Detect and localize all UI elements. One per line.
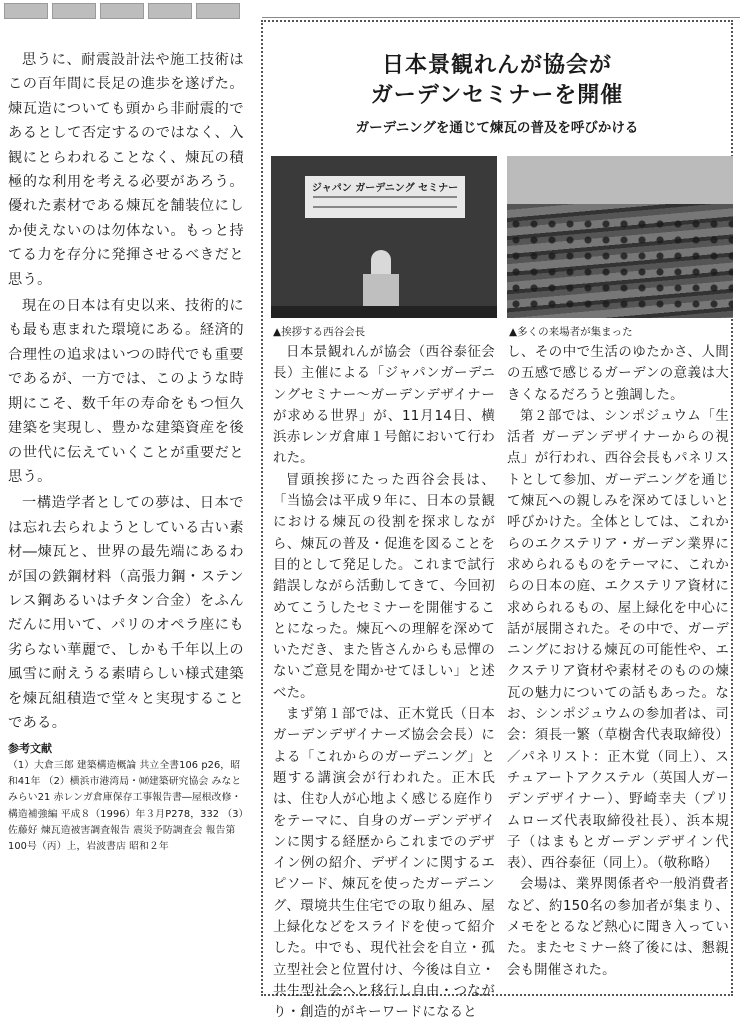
article-paragraph: 日本景観れんが協会（西谷泰征会長）主催による「ジャパンガーデニングセミナー～ガーデンデザイナーが求める世界」が、11月14日、横浜赤レンガ倉庫１号館において行われた。 bbox=[273, 345, 495, 467]
article-paragraph: 第２部では、シンポジュウム「生活者 ガーデンデザイナーからの視点」が行われ、西谷会長もパネリストとして参加、ガーデニングを通じて煉瓦への親しみを深めてほしいと呼びかけた。全体としては、これからのエクステリア・ガーデン業界に求められるものをテーマに、これからの日本の庭、エクステリア資材に求められるもの、屋上緑化を中心に話が展開された。その中で、ガーデニングにおける煉瓦の可能性や、エクステリア資材や素材そのものの煉瓦の魅力についての話もあった。なお、シンポジュウムの参加者は、司会：須長一繁（草樹舎代表取締役）／パネリスト：正木覚（同上）、スチュアートアクステル（英国人ガーデンデザイナー）、野崎幸夫（プリムローズ代表取締役社長）、浜本規子（はまもとガーデンデザイン代表）、西谷泰征（同上）。（敬称略） bbox=[507, 408, 729, 872]
article-paragraph: まず第１部では、正木覚氏（日本ガーデンデザイナーズ協会会長）による「これからのガーデニング」と題する講演会が行われた。正木氏は、住む人が心地よく感じる庭作りをテーマに、自身のガーデンデザインに関する経歴からこれまでのデザイン例の紹介、デザインに関するエピソード、煉瓦を使ったガーデニング、環境共生住宅での取り組み、屋上緑化などをスライドを使って紹介した。中でも、現代社会を自立・孤立型社会と位置付け、今後は自立・共生型社会へと移行し自由・つながり・創造的がキーワードになると bbox=[273, 707, 495, 1021]
speaker-figure bbox=[371, 250, 391, 276]
seminar-banner bbox=[305, 176, 465, 218]
article-title-line1: 日本景観れんが協会が bbox=[381, 53, 612, 78]
article-box bbox=[261, 20, 733, 1021]
article-paragraph: 会場は、業界関係者や一般消費者など、約150名の参加者が集まり、メモをとるなど熱心に聞き入っていた。またセミナー終了後には、懇親会も開催された。 bbox=[507, 877, 729, 978]
photo2-caption: ▲多くの来場者が集まった bbox=[509, 326, 633, 338]
photo-chairman-speech bbox=[271, 156, 497, 318]
article-title-line2: ガーデンセミナーを開催 bbox=[370, 83, 624, 108]
left-column-text bbox=[8, 48, 244, 737]
header-tab-decoration bbox=[52, 3, 96, 19]
banner-line bbox=[313, 196, 457, 198]
article-column-2 bbox=[507, 342, 729, 981]
header-tab-decoration bbox=[100, 3, 144, 19]
article-paragraph: 冒頭挨拶にたった西谷会長は、「当協会は平成９年に、日本の景観における煉瓦の役割を探求しながら、煉瓦の普及・促進を図ることを目的として発足した。これまで試行錯誤しながら活動してきて、今回初めてこうしたセミナーを開催することになった。煉瓦への理解を深めていただき、また皆さんからも忌憚のないご意見を聞かせてほしい」と述べた。 bbox=[273, 472, 495, 701]
header-rule bbox=[262, 17, 740, 18]
hall-back-wall bbox=[507, 156, 733, 204]
references-list: （1）大倉三郎 建築構造概論 共立全書106 p26，昭和41年 （2）横浜市港湾局・㈶建築研究協会 みなとみらい21 赤レンガ倉庫保存工事報告書―屋根改修・構造補強編 平成８（1996）年３月P278，332 （3）佐藤好 煉瓦造被害調査報告 震災予防調査会 報告第100号（丙）上，岩波書店 昭和２年 bbox=[8, 760, 244, 853]
left-paragraph: 現在の日本は有史以来、技術的にも最も恵まれた環境にある。経済的合理性の追求はいつの時代でも重要であるが、一方では、このような時期にこそ、数千年の寿命をもつ恒久建築を実現し、豊かな建築資産を後の世代に伝えていくことが重要だと思う。 bbox=[8, 298, 244, 485]
banner-text: ジャパン ガーデニング セミナー bbox=[311, 183, 459, 194]
left-paragraph: 思うに、耐震設計法や施工技術はこの百年間に長足の進歩を遂げた。煉瓦造についても頭から非耐震的であるとして否定するのではなく、入観にとらわれることなく、煉瓦の積極的な利用を考える必要があろう。優れた素材である煉瓦を舗装位にしか使えないのは勿体ない。もっと持てる力を存分に発揮させるべきだと思う。 bbox=[8, 52, 244, 288]
references-heading: 参考文献 bbox=[8, 742, 52, 755]
header-tab-decoration bbox=[148, 3, 192, 19]
stage bbox=[271, 306, 497, 318]
article-subtitle: ガーデニングを通じて煉瓦の普及を呼びかける bbox=[355, 120, 639, 136]
audience-heads bbox=[507, 216, 733, 316]
banner-line bbox=[313, 206, 457, 208]
photo1-caption: ▲挨拶する西谷会長 bbox=[273, 326, 366, 338]
header-tab-decoration bbox=[4, 3, 48, 19]
article-paragraph: し、その中で生活のゆたかさ、人間の五感で感じるガーデンの意義は大きくなるだろうと強調した。 bbox=[507, 345, 729, 403]
left-paragraph: 一構造学者としての夢は、日本では忘れ去られようとしている古い素材―煉瓦と、世界の最先端にあるわが国の鉄鋼材料（高張力鋼・ステンレス鋼あるいはチタン合金）をふんだんに用いて、パリのオペラ座にも劣らない華麗で、しかも千年以上の風雪に耐えうる素晴らしい様式建築を煉瓦組積造で堂々と実現することである。 bbox=[8, 495, 244, 731]
photo-audience bbox=[507, 156, 733, 318]
article-column-1 bbox=[273, 342, 495, 1024]
page-header-bar bbox=[0, 0, 750, 20]
header-tab-decoration bbox=[196, 3, 240, 19]
